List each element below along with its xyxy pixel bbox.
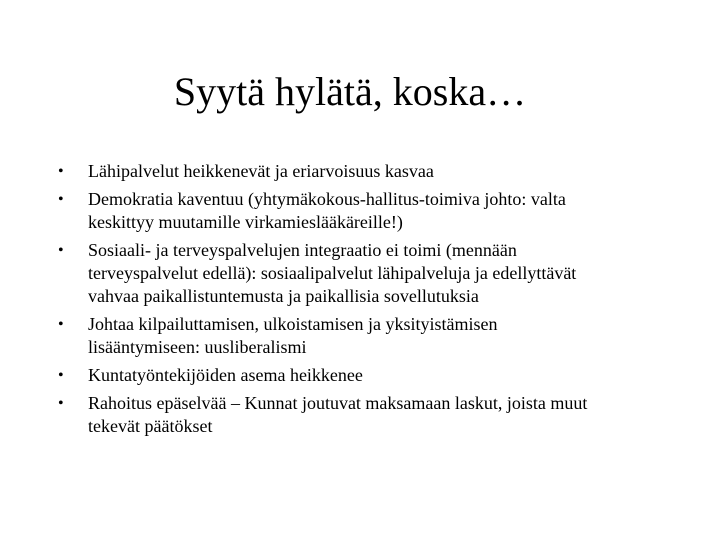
bullet-item	[58, 239, 698, 308]
bullet-item	[58, 188, 698, 234]
bullet-icon: •	[58, 367, 64, 384]
bullet-text: keskittyy muutamille virkamieslääkäreille!)	[88, 212, 403, 232]
bullet-icon: •	[58, 395, 64, 412]
bullet-icon: •	[58, 191, 64, 208]
bullet-item	[58, 392, 698, 438]
bullet-item	[58, 313, 698, 359]
bullet-text: tekevät päätökset	[88, 416, 213, 436]
bullet-icon: •	[58, 316, 64, 333]
bullet-text: Kuntatyöntekijöiden asema heikkenee	[88, 365, 363, 385]
bullet-list	[58, 160, 698, 443]
slide-title: Syytä hylätä, koska…	[173, 69, 527, 114]
bullet-text: vahvaa paikallistuntemusta ja paikallisia sovellutuksia	[88, 286, 479, 306]
bullet-text: Demokratia kaventuu (yhtymäkokous-hallitus-toimiva johto: valta	[88, 189, 566, 209]
bullet-text: terveyspalvelut edellä): sosiaalipalvelut lähipalveluja ja edellyttävät	[88, 263, 577, 283]
bullet-icon: •	[58, 163, 64, 180]
bullet-text: Sosiaali- ja terveyspalvelujen integraatio ei toimi (mennään	[88, 240, 517, 260]
bullet-icon: •	[58, 242, 64, 259]
bullet-text: Rahoitus epäselvää – Kunnat joutuvat maksamaan laskut, joista muut	[88, 393, 588, 413]
bullet-text: Johtaa kilpailuttamisen, ulkoistamisen ja yksityistämisen	[88, 314, 498, 334]
bullet-text: Lähipalvelut heikkenevät ja eriarvoisuus kasvaa	[88, 161, 434, 181]
bullet-item	[58, 364, 698, 387]
bullet-text: lisääntymiseen: uusliberalismi	[88, 337, 307, 357]
bullet-item	[58, 160, 698, 183]
